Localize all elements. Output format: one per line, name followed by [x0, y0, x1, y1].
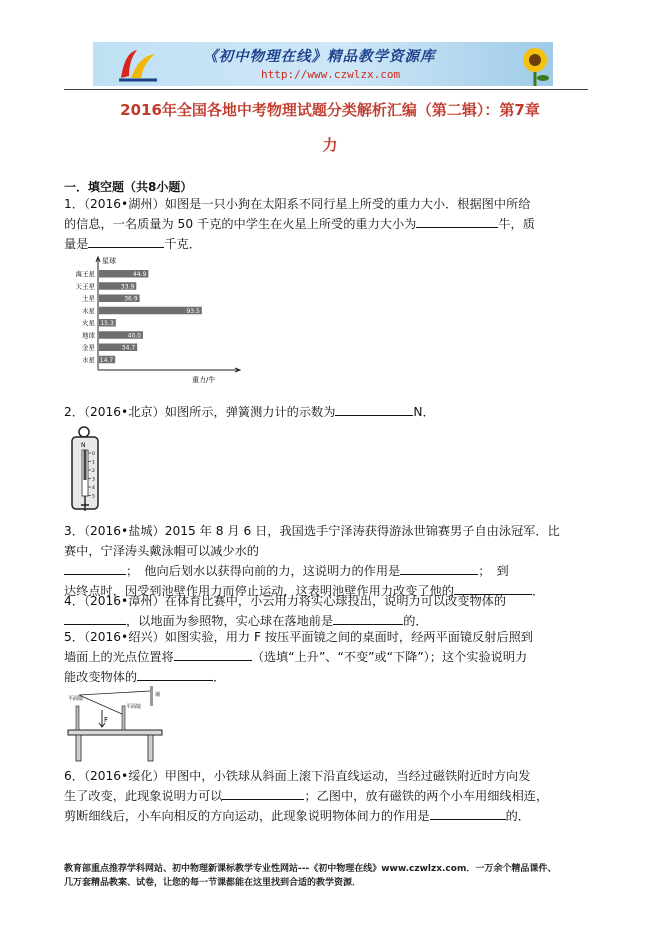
force-label: F [104, 716, 109, 724]
footer-line2: 几万套精品教案、试卷，让您的每一节课都能在这里找到合适的教学资源． [64, 878, 362, 888]
q3-line1: 3．（2016•盐城）2015 年 8 月 6 日，我国选手宁泽涛获得游泳世锦赛男子自由泳冠军．比 [64, 524, 560, 538]
mirror-table-figure [66, 686, 166, 762]
site-logo-icon [115, 46, 161, 84]
page-title: 2016年全国各地中考物理试题分类解析汇编（第二辑）：第7章 [120, 101, 540, 119]
q4-line2: ，以地面为参照物，实心球在落地前是 的． [64, 611, 586, 631]
q6-line1: 6．（2016•绥化）甲图中，小铁球从斜面上滚下沿直线运动，当经过磁铁附近时方向发 [64, 769, 531, 783]
header-banner [93, 42, 553, 86]
answer-blank[interactable] [64, 561, 126, 575]
spring-scale-figure [64, 425, 106, 513]
wall-label: 墙 [155, 692, 161, 698]
answer-blank[interactable] [222, 786, 304, 800]
q1-line3: 量是 千克． [64, 234, 586, 254]
answer-blank[interactable] [400, 561, 478, 575]
q5-line2: 墙面上的光点位置将 （选填“上升”、“不变”或“下降”）；这个实验说明力 [64, 647, 586, 667]
bar-value-label: 40.0 [127, 332, 141, 340]
bar-category-label: 土星 [82, 294, 95, 303]
scale-tick-label: 3 [92, 477, 95, 483]
bar-value-label: 33.9 [120, 283, 135, 291]
answer-blank[interactable] [430, 806, 506, 820]
page-title-chapter: 力 [322, 136, 338, 154]
right-mirror-label: 平面镜 [126, 704, 142, 710]
q6-line2: 生了改变，此现象说明力可以 ；乙图中，放有磁铁的两个小车用细线相连， [64, 786, 586, 806]
question-5 [64, 627, 586, 687]
q3-line2: 赛中，宁泽涛头戴泳帽可以减少水的 [64, 544, 259, 558]
left-mirror [76, 706, 79, 730]
scale-tick-label: 1 [92, 460, 95, 466]
scale-pointer [84, 450, 87, 480]
answer-blank[interactable] [333, 611, 403, 625]
sunflower-icon [513, 42, 553, 86]
q6-line3: 剪断细线后，小车向相反的方向运动，此现象说明物体间力的作用是 的． [64, 806, 586, 826]
banner-url[interactable]: http://www.czwlzx.com [261, 68, 401, 81]
bar-category-label: 木星 [82, 306, 95, 315]
question-2: 2．（2016•北京）如图所示，弹簧测力计的示数为 N． [64, 402, 586, 422]
bar-category-label: 海王星 [75, 270, 95, 278]
question-6 [64, 766, 586, 826]
bar-value-label: 93.5 [186, 307, 200, 315]
scale-tick-label: 5 [92, 494, 95, 500]
scale-tick-label: 4 [92, 486, 95, 491]
q1-line2: 的信息，一名质量为 50 千克的中学生在火星上所受的重力大小为 牛，质 [64, 214, 586, 234]
q4-line1: 4．（2016•漳州）在体育比赛中，小云用力将实心球投出，说明力可以改变物体的 [64, 594, 507, 608]
right-mirror [122, 706, 125, 730]
answer-blank[interactable] [64, 611, 126, 625]
scale-tick-label: 0 [92, 452, 95, 457]
q3-line4: 达终点时，因受到池壁作用力而停止运动，这表明池壁作用力改变了他的 ． [64, 581, 586, 601]
bar-category-label: 水星 [82, 355, 95, 364]
question-1 [64, 194, 586, 254]
q3-line3: ； 他向后划水以获得向前的力，这说明力的作用是 ； 到 [64, 561, 586, 581]
scale-tick-label: 2 [92, 469, 95, 474]
x-axis-title: 重力/牛 [192, 376, 216, 384]
header-rule [64, 89, 588, 90]
answer-blank[interactable] [335, 402, 413, 416]
wall [150, 686, 153, 706]
bar-category-label: 地球 [82, 331, 95, 340]
q1-line1: 1．（2016•湖州）如图是一只小狗在太阳系不同行星上所受的重力大小．根据图中所给 [64, 197, 531, 211]
bar-category-label: 天王星 [75, 282, 95, 291]
bar-value-label: 34.7 [121, 344, 136, 352]
page-footer [64, 862, 604, 890]
q5-line1: 5．（2016•绍兴）如图实验，用力 F 按压平面镜之间的桌面时，经两平面镜反射后照到 [64, 630, 533, 644]
bar-value-label: 36.9 [124, 295, 138, 303]
section-heading: 一．填空题（共8小题） [64, 180, 193, 194]
footer-line1: 教育部重点推荐学科网站、初中物理新课标教学专业性网站---《初中物理在线》www.czwlzx.com．一万余个精品课件、 [64, 864, 557, 874]
left-mirror-label: 平面镜 [68, 696, 84, 702]
scale-top-mark: N [81, 442, 86, 449]
answer-blank[interactable] [137, 667, 213, 681]
bar-category-label: 火星 [82, 319, 95, 327]
bar-value-label: 15.3 [100, 320, 114, 327]
bar-value-label: 44.9 [133, 271, 147, 278]
bar-value-label: 14.7 [99, 356, 114, 364]
bar-category-label: 金星 [82, 343, 95, 352]
question-4 [64, 591, 586, 631]
answer-blank[interactable] [88, 234, 164, 248]
answer-blank[interactable] [416, 214, 498, 228]
y-axis-title: 星球 [102, 257, 116, 265]
question-3 [64, 521, 586, 601]
banner-title: 《初中物理在线》精品教学资源库 [203, 48, 436, 65]
q5-line3: 能改变物体的 ． [64, 667, 586, 687]
answer-blank[interactable] [174, 647, 252, 661]
gravity-bar-chart [64, 254, 244, 386]
